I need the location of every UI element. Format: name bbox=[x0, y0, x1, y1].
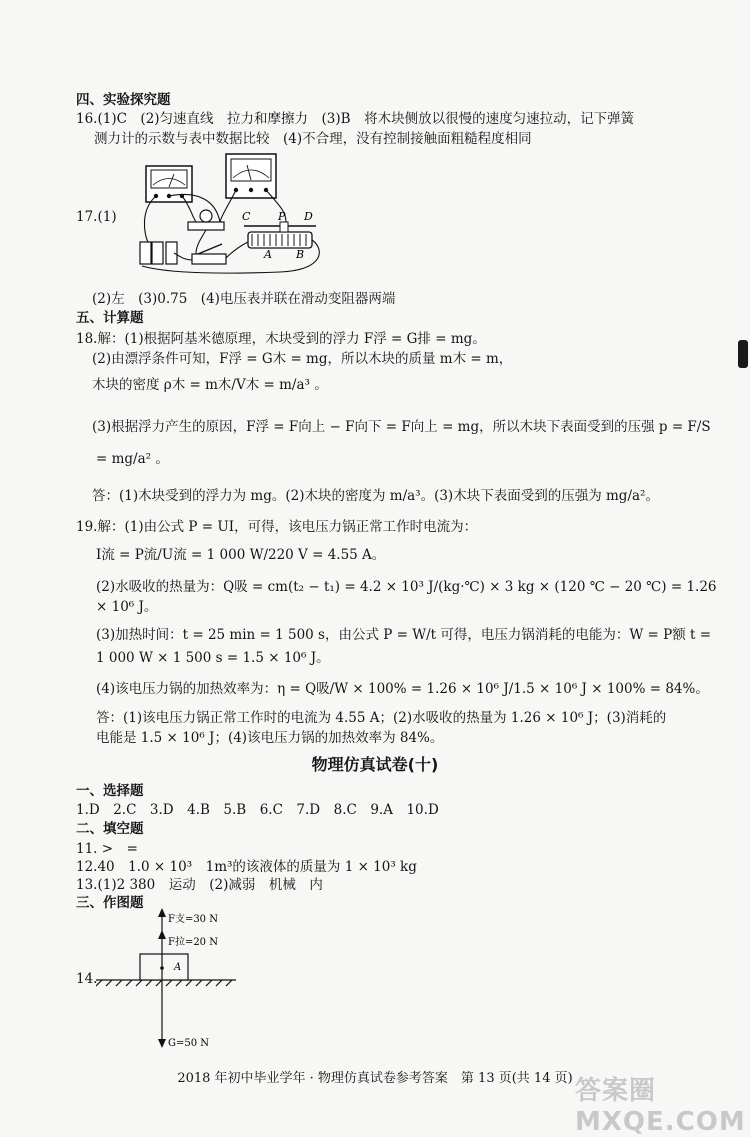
q19-line-4: × 10⁶ J。 bbox=[96, 599, 158, 615]
section-heading-fill: 二、填空题 bbox=[76, 821, 144, 837]
q18-line-5: = mg/a² 。 bbox=[96, 451, 169, 467]
q19-answer-2: 电能是 1.5 × 10⁶ J；(4)该电压力锅的加热效率为 84%。 bbox=[96, 730, 444, 746]
q16-line-1: 16.(1)C (2)匀速直线 拉力和摩擦力 (3)B 将木块侧放以很慢的速度匀速拉动，记下弹簧 bbox=[76, 111, 635, 127]
q18-line-4: (3)根据浮力产生的原因，F浮 = F向上 − F向下 = F向上 = mg，所以木块下表面受到的压强 p = F/S bbox=[92, 419, 711, 435]
q19-line-5: (3)加热时间：t = 25 min = 1 500 s，由公式 P = W/t 可得，电压力锅消耗的电能为：W = P额 t = bbox=[96, 627, 712, 643]
q12-answer: 12.40 1.0 × 10³ 1m³的该液体的质量为 1 × 10³ kg bbox=[76, 859, 417, 875]
gravity-label: G=50 N bbox=[168, 1038, 210, 1049]
scan-edge-mark bbox=[738, 340, 748, 368]
section-heading-drawing: 三、作图题 bbox=[76, 895, 144, 911]
q18-line-2: (2)由漂浮条件可知，F浮 = G木 = mg，所以木块的质量 m木 = m， bbox=[92, 351, 513, 367]
section-heading-calc: 五、计算题 bbox=[76, 310, 144, 326]
choice-answers: 1.D 2.C 3.D 4.B 5.B 6.C 7.D 8.C 9.A 10.D bbox=[76, 802, 439, 818]
q18-answer: 答：(1)木块受到的浮力为 mg。(2)木块的密度为 m/a³。(3)木块下表面受到的压强为 mg/a²。 bbox=[92, 488, 659, 504]
label-B: B bbox=[296, 248, 305, 261]
voltmeter-icon bbox=[226, 154, 276, 198]
q19-line-2: I流 = P流/U流 = 1 000 W/220 V = 4.55 A。 bbox=[96, 547, 386, 563]
section-heading-choice: 一、选择题 bbox=[76, 783, 144, 799]
battery-icon bbox=[140, 242, 177, 264]
label-A: A bbox=[264, 248, 272, 261]
q17-answers: (2)左 (3)0.75 (4)电压表并联在滑动变阻器两端 bbox=[92, 291, 396, 307]
q19-line-6: 1 000 W × 1 500 s = 1.5 × 10⁶ J。 bbox=[96, 650, 330, 666]
label-P: P bbox=[278, 210, 286, 223]
exam-title: 物理仿真试卷(十) bbox=[311, 755, 439, 774]
q19-line-1: 19.解：(1)由公式 P = UI，可得，该电压力锅正常工作时电流为： bbox=[76, 519, 478, 535]
circuit-diagram bbox=[130, 150, 330, 275]
label-C: C bbox=[242, 210, 251, 223]
q18-line-1: 18.解：(1)根据阿基米德原理，木块受到的浮力 F浮 = G排 = mg。 bbox=[76, 331, 486, 347]
bulb-icon bbox=[188, 210, 224, 230]
q19-answer-1: 答：(1)该电压力锅正常工作时的电流为 4.55 A；(2)水吸收的热量为 1.26 × 10⁶ J；(3)消耗的 bbox=[96, 710, 667, 726]
label-D: D bbox=[304, 210, 313, 223]
q18-line-3: 木块的密度 ρ木 = m木/V木 = m/a³ 。 bbox=[92, 377, 328, 393]
ammeter-icon bbox=[146, 166, 192, 202]
q11-answer: 11. > = bbox=[76, 841, 138, 857]
q19-line-7: (4)该电压力锅的加热效率为：η = Q吸/W × 100% = 1.26 × 10⁶ J/1.5 × 10⁶ J × 100% = 84%。 bbox=[96, 681, 709, 697]
q14-label: 14. bbox=[76, 971, 98, 987]
force-diagram bbox=[96, 908, 276, 1058]
q13-answer: 13.(1)2 380 运动 (2)减弱 机械 内 bbox=[76, 877, 323, 893]
q19-line-3: (2)水吸收的热量为：Q吸 = cm(t₂ − t₁) = 4.2 × 10³ J/(kg·℃) × 3 kg × (120 ℃ − 20 ℃) = 1.26 bbox=[96, 579, 717, 595]
support-force-label: F支=30 N bbox=[168, 914, 218, 925]
block-label: A bbox=[174, 962, 182, 973]
q17-label: 17.(1) bbox=[76, 209, 117, 225]
rheostat-icon bbox=[244, 222, 316, 248]
page-footer: 2018 年初中毕业学年 · 物理仿真试卷参考答案 第 13 页(共 14 页) bbox=[177, 1071, 573, 1086]
q16-line-2: 测力计的示数与表中数据比较 (4)不合理，没有控制接触面粗糙程度相同 bbox=[94, 131, 532, 147]
section-heading-experiment: 四、实验探究题 bbox=[76, 92, 171, 108]
watermark-logo: 答案圈 MXQE.COM bbox=[575, 1076, 746, 1137]
pull-force-label: F拉=20 N bbox=[168, 937, 218, 948]
